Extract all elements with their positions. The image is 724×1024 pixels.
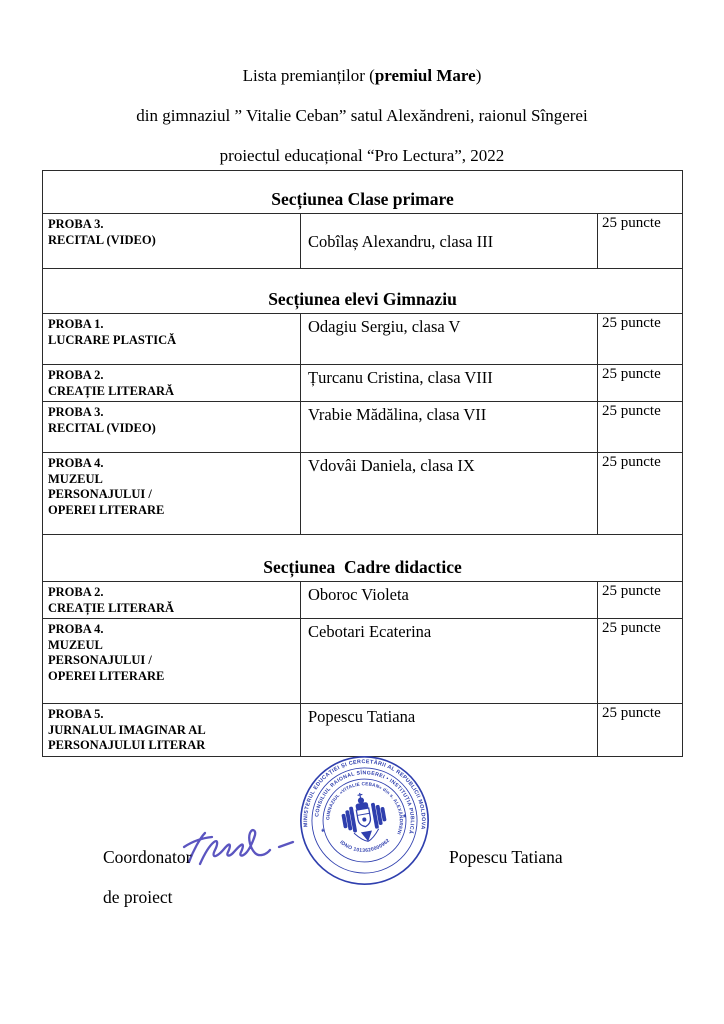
proba-cell: [43, 365, 301, 402]
proba-line: MUZEUL: [48, 471, 103, 486]
stamp-star-right: *: [402, 811, 408, 823]
stamp-ring2-text: CONSILIUL RAIONAL SÎNGEREI • INSTITUȚIA PUBLICĂ: [314, 770, 415, 835]
winner-cell: Oboroc Violeta: [301, 582, 598, 619]
coordinator-name: Popescu Tatiana: [449, 847, 563, 867]
section-header-row: [43, 269, 683, 314]
document-title: [0, 56, 724, 176]
proba-line: PROBA 5.: [48, 707, 104, 721]
coat-of-arms-icon: [339, 789, 389, 845]
winner-cell: Vrabie Mădălina, clasa VII: [301, 402, 598, 453]
section-header-row: [43, 535, 683, 582]
proba-cell: [43, 402, 301, 453]
official-stamp: [297, 753, 432, 888]
proba-line: JURNALUL IMAGINAR AL: [48, 722, 206, 737]
proba-line: PROBA 2.: [48, 368, 104, 382]
points-cell: 25 puncte: [598, 582, 683, 619]
proba-cell: [43, 453, 301, 535]
points-cell: 25 puncte: [598, 214, 683, 269]
points-cell: 25 puncte: [598, 402, 683, 453]
proba-line: OPEREI LITERARE: [48, 502, 165, 517]
title-line-3: proiectul educațional “Pro Lectura”, 2022: [219, 146, 505, 165]
coordinator-label-line1: Coordonator: [103, 847, 192, 867]
points-cell: 25 puncte: [598, 619, 683, 704]
title-line-1-bold: premiul Mare: [374, 66, 476, 85]
stamp-idno-text: IDNO 1013620000962: [338, 837, 392, 854]
proba-line: PROBA 1.: [48, 317, 104, 331]
table-row: [43, 619, 683, 704]
table-row: [43, 453, 683, 535]
coordinator-label-line2: de proiect: [103, 887, 173, 907]
proba-line: PERSONAJULUI LITERAR: [48, 738, 206, 752]
proba-line: PROBA 4.: [48, 456, 104, 470]
proba-cell: [43, 582, 301, 619]
section-header-elevi-gimnaziu: Secțiunea elevi Gimnaziu: [43, 269, 683, 314]
table-row: [43, 402, 683, 453]
proba-line: CREAȚIE LITERARĂ: [48, 383, 175, 398]
points-cell: 25 puncte: [598, 365, 683, 402]
points-cell: 25 puncte: [598, 314, 683, 365]
proba-line: PROBA 3.: [48, 405, 104, 419]
winner-cell: Popescu Tatiana: [301, 704, 598, 757]
table-row: [43, 365, 683, 402]
table-row: [43, 704, 683, 757]
section-header-cadre-didactice: Secțiunea Cadre didactice: [43, 535, 683, 582]
winner-cell: Cebotari Ecaterina: [301, 619, 598, 704]
proba-line: LUCRARE PLASTICĂ: [48, 332, 177, 347]
proba-line: MUZEUL: [48, 637, 103, 652]
proba-line: OPEREI LITERARE: [48, 668, 165, 683]
table-row: [43, 582, 683, 619]
title-line-1-prefix: Lista premianților (: [242, 66, 375, 85]
title-line-1-suffix: ): [475, 66, 482, 85]
proba-line: RECITAL (VIDEO): [48, 420, 156, 435]
proba-line: PROBA 2.: [48, 585, 104, 599]
points-cell: 25 puncte: [598, 453, 683, 535]
proba-line: PROBA 3.: [48, 217, 104, 231]
table-row: [43, 314, 683, 365]
proba-cell: [43, 314, 301, 365]
proba-line: PERSONAJULUI /: [48, 487, 152, 501]
table-row: [43, 214, 683, 269]
winner-cell: Odagiu Sergiu, clasa V: [301, 314, 598, 365]
stamp-ring1-text: MINISTERUL EDUCAȚIEI ȘI CERCETĂRII AL REPUBLICII MOLDOVA: [303, 759, 426, 830]
title-line-2: din gimnaziul ” Vitalie Ceban” satul Alexăndreni, raionul Sîngerei: [136, 106, 588, 125]
title-line-1: [0, 56, 724, 96]
stamp-ring3-text: GIMNAZIUL «VITALIE CEBAN» din s. ALEXĂNDRENI: [325, 781, 404, 836]
proba-cell: [43, 704, 301, 757]
proba-line: CREAȚIE LITERARĂ: [48, 600, 175, 615]
proba-cell: [43, 214, 301, 269]
proba-line: RECITAL (VIDEO): [48, 232, 156, 247]
winner-cell: Țurcanu Cristina, clasa VIII: [301, 365, 598, 402]
signature-icon: [181, 820, 303, 876]
winner-cell: Vdovâi Daniela, clasa IX: [301, 453, 598, 535]
stamp-star-left: *: [320, 826, 326, 837]
proba-line: PERSONAJULUI /: [48, 653, 152, 667]
section-header-clase-primare: Secțiunea Clase primare: [43, 171, 683, 214]
proba-line: PROBA 4.: [48, 622, 104, 636]
section-header-row: [43, 171, 683, 214]
proba-cell: [43, 619, 301, 704]
awards-table: [42, 170, 683, 757]
points-cell: 25 puncte: [598, 704, 683, 757]
winner-cell: Cobîlaș Alexandru, clasa III: [301, 214, 598, 269]
